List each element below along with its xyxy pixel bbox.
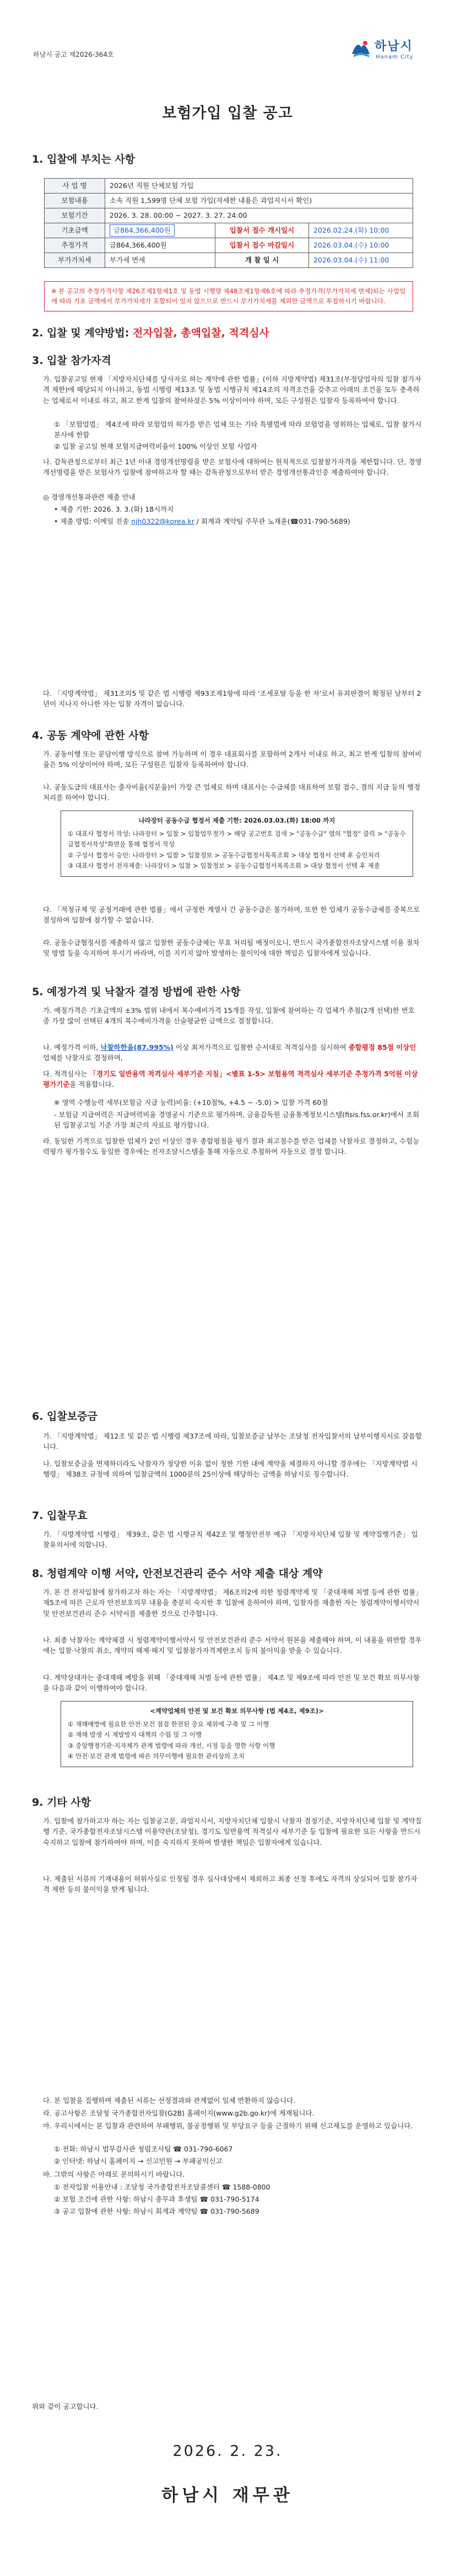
contact-2: ② 보험 조건에 관한 사항: 하남시 총무과 후생팀 ☎ 031-790-5174 [54, 2195, 259, 2203]
notice-header [33, 33, 422, 66]
announcement-date: 2026. 2. 23. [172, 2443, 283, 2460]
s5-da-end: 을 적용합니다. [69, 1080, 114, 1089]
bid-close-label: 입찰서 접수 마감일시 [215, 238, 309, 253]
s4-item-ga: 가. 공동이행 또는 분담이행 방식으로 참여 가능하며 이 경우 대표회사를 포함하여 2개사 이내로 하고, 최고 한게 입찰의 참여비율은 5% 이상이어야 하며, 모든 구성원은 입찰자 등록하여야 합니다. [43, 750, 422, 769]
consortium-box-title: 나라장터 공동수급 협정서 제출 기한: 2026.03.03.(화) 18:00 까지 [138, 817, 335, 824]
section-9-heading: 9. 기타 사항 [32, 1796, 91, 1808]
page-title: 보험가입 입찰 공고 [162, 105, 293, 122]
section-4-heading: 4. 공동 계약에 관한 사항 [32, 729, 149, 742]
row-value: 2026. 3. 28. 00:00 ~ 2027. 3. 27. 24:00 [105, 208, 413, 223]
s5-item-ga: 가. 예정가격은 기초금액의 ±3% 범위 내에서 복수예비가격 15개를 작성, 입찰에 참여하는 각 업체가 추첨(2개 선택)한 번호 중 가장 많이 선택된 4개의 복수예비가격을 산술평균한 금액으로 결정합니다. [43, 1006, 415, 1026]
s3-condition-2: ② 입찰 공고일 현재 보험지급여력비율이 100% 이상인 보험 사업자 [54, 442, 257, 450]
s3-deadline: • 제출 기한: 2026. 3. 3.(화) 18시까지 [54, 505, 174, 513]
s5-item-na [43, 1042, 423, 1064]
consortium-step-3: ③ 대표사 협정서 전자제출: 나라장터 > 입찰 > 입찰정보 > 공동수급협정서목록조회 > 대상 협정서 선택 후 제출 [68, 862, 380, 870]
logo-name-korean: 하남시 [375, 40, 413, 53]
contact-email-link[interactable]: njh0322@korea.kr [131, 517, 194, 525]
bid-open-value: 2026.02.24.(화) 10:00 [309, 223, 413, 238]
estimated-price-value: 금864,366,400원 [105, 238, 215, 253]
hanam-logo-mark-icon [350, 37, 371, 60]
s3-bullet: ◎ 경영개선통과관련 제출 안내 [43, 493, 136, 501]
section-8-heading: 8. 청렴계약 이행 서약, 안전보건관리 준수 서약 제출 대상 계약 [32, 1568, 323, 1580]
s9-item-na: 나. 제출된 서류의 기재내용이 허위사실로 인정될 경우 심사대상에서 제외하고 최종 선정 후에도 자격의 상실되어 입찰 참가자격 제한 등의 불이익을 받게 됩니다. [43, 1875, 418, 1894]
other-item-da: 다. 본 입찰을 집행하며 제출된 서류는 선정결과와 관계없이 일체 반환하지 않습니다. [43, 2096, 296, 2105]
s4-item-da: 다. 「적정규제 및 공정거래에 관한 법률」에서 규정한 계열사 간 공동수급은 불가하며, 또한 한 업체가 공동수급체를 중복으로 결성하여 입찰에 참가할 수 없습니다. [43, 905, 420, 925]
s8-item-na: 나. 최종 낙찰자는 계약체결 시 청렴계약이행서약서 및 안전보건관리 준수 서약서 원본을 제출해야 하며, 이 내용을 위반할 경우에는 입찰·낙찰의 취소, 계약의 해제·해지 및 입찰참가자격제한조치 등의 불이익을 받을 수 있습니다. [43, 1636, 422, 1655]
vat-label: 부가가치세 [45, 253, 105, 268]
s5-na-pre: 나. 예정가격 이하, [43, 1043, 99, 1051]
table-row [45, 208, 413, 223]
section-2-heading [32, 325, 269, 341]
s8-item-da: 다. 계약상대자는 중대재해 예방을 위해 「중대재해 처벌 등에 관한 법률」 제4조 및 제9조에 따라 안전 및 보건 확보 의무사항을 다음과 같이 이행하여야 합니다. [43, 1673, 420, 1693]
issuing-authority: 하남시 재무관 [161, 2486, 294, 2505]
bid-close-value: 2026.03.04.(수) 10:00 [309, 238, 413, 253]
s3-item-na: 나. 감독관청으로부터 최근 1년 이내 경영개선명령을 받은 보험사에 대하여는 원칙적으로 입찰참가자격을 제한합니다. 단, 경영개선명령을 받은 보험사가 입찰에 참여하고자 할 때는 감독관청으로부터 받은 경영개선통과인증 제출하여야 합니다. [43, 458, 422, 477]
consortium-step-1: ① 대표사 협정서 작성: 나라장터 > 입찰 > 입찰업무정가 > 해당 공고번호 검색 > "공동수급" 열의 "협정" 클릭 > "공동수급협정서작성"화면을 통해 협정서 작성 [68, 829, 406, 849]
s3-condition-1: ① 「보험업법」 제4조에 따라 보험업의 허가를 받은 업체 또는 기타 특별법에 따라 보험업을 영위하는 업체로, 입찰 참가시 본사에 한함 [54, 420, 422, 439]
contact-1: ① 전자입찰 이용안내 : 조달청 국가종합전자조달콜센터 ☎ 1588-0800 [54, 2183, 270, 2191]
consortium-step-2: ② 구성사 협정서 승인: 나라장터 > 입찰 > 입찰정보 > 공동수급협정서목록조회 > 대상 협정서 선택 후 승인처리 [68, 851, 380, 859]
vat-warning-box: ※ 본 공고의 추정가격사항 제26조제1항제1호 및 동법 시행령 제48조제1항제6호에 따라 추정가격(부가가치세 면제)되는 사업임에 따라 기초 금액에서 부가가치세가 포함되어 있지 않으므로 반드시 부가가치세를 제외한 금액으로 투찰하시기 바랍니다. [44, 281, 413, 312]
estimated-price-label: 추정가격 [45, 238, 105, 253]
table-row [45, 253, 413, 268]
table-row [45, 179, 413, 194]
section-2-label: 2. 입찰 및 계약방법: [32, 327, 129, 339]
opening-value: 2026.03.04.(수) 11:00 [309, 253, 413, 268]
s3-item-da: 다. 「지방계약법」 제31조의5 및 같은 법 시행령 제93조제1항에 따라 '조세포탈 등을 한 자'로서 유죄판결이 확정된 날부터 2년이 지나지 아니한 자는 입찰 자격이 없습니다. [43, 689, 421, 709]
row-label: 사 업 명 [45, 179, 105, 194]
row-value: 2026년 직원 단체보험 가입 [105, 179, 413, 194]
section-2-value: 전자입찰, 총액입찰, 적격심사 [132, 327, 269, 339]
s5-na-mid: 이상 최저가격으로 입찰한 순서대로 적격심사를 실시하여 [175, 1043, 346, 1051]
other-item-ba: 바. 그밖의 사항은 아래로 문의하시기 바랍니다. [43, 2170, 185, 2178]
row-label: 보험내용 [45, 194, 105, 208]
s7-item-ga: 가. 「지방계약법 시행령」 제39조, 같은 법 시행규칙 제42조 및 행정안전부 예규 「지방자치단체 입찰 및 계약집행기준」 입찰유의서에 의합니다. [43, 1530, 418, 1549]
base-price-value: 금864,366,400원 [110, 224, 175, 236]
evaluation-criteria: 「경기도 일반용역 적격심사 세부기준 지침」<별표 1-5> 보험용역 적격심사 세부기준 추정가격 5억원 이상 평가기준 [43, 1070, 418, 1089]
other-item-ra: 라. 공고사항은 조달청 국가종합전자입찰(G2B) 홈페이지(www.g2b.go.kr)에 게재됩니다. [43, 2109, 315, 2117]
contact-3: ③ 공고 입찰에 관한 사항: 하남시 회계과 계약팀 ☎ 031-790-5689 [54, 2207, 259, 2215]
s5-note-2: - 보험금 지급여력은 지급여력비율 경영공시 기준으로 평가하며, 금융감독원 금융통계정보시스템(fisis.fss.or.kr)에서 조회된 입찰공고일 기준 가장 최근의 자료로 평가합니다. [54, 1110, 420, 1130]
section-6-heading: 6. 입찰보증금 [32, 1410, 98, 1423]
overall-score: 종합평점 85점 이상인 [348, 1043, 416, 1051]
s4-item-ra: 라. 공동수급협정서를 제출하지 않고 입찰한 공동수급체는 무효 처리될 예정이오니, 반드시 국가종합전자조달시스템 이용 절차 및 방법 등을 숙지하여 투시기 바라며, 이를 지키지 않아 발생하는 불이익에 대한 책임은 입찰자에게 있습니다. [43, 938, 420, 958]
s3-item-ga: 가. 입찰공고일 현재 「지방자치단체를 당사자로 하는 계약에 관한 법률」(이하 지방계약법) 제31조(부정당업자의 입찰 참가자격 제한)에 해당되지 아니하고, 동법 시행령 제13조 및 동법 시행규칙 제14조의 자격조건을 갖추고 아래의 조건을 모두 충족하는 업체로서 이내로 하고, 최고 한게 입찰의 참여하셨은 5% 이상이어야 하며, 모든 구성원은 입찰자 등록하여야 합니다. [43, 375, 421, 405]
s5-item-da [43, 1069, 423, 1090]
safety-item-2: ② 재해 발생 시 재발방지 대책의 수립 및 그 이행 [68, 1731, 202, 1739]
closing-statement: 위와 같이 공고합니다. [32, 2402, 99, 2411]
bid-info-table [44, 178, 413, 268]
s9-item-ga: 가. 입찰에 참가하고자 하는 자는 입찰공고문, 과업지시서, 지방자치단체 입찰시 낙찰자 결정기준, 지방자치단체 입찰 및 계약집행 기준, 국가종합전자조달시스템 이용약관(조달청), 경기도 일반용역 적격심사 세부기준 등 입찰에 필요한 모든 사항을 반드시 숙지하고 입찰에 참가하여야 하며, 이를 숙지하지 못하여 발생한 책임은 입찰자에게 있습니다. [43, 1817, 422, 1847]
safety-box-title: <계약업체의 안전 및 보건 확보 의무사항 (법 제4조, 제9조)> [150, 1707, 324, 1715]
safety-item-1: ① 재해예방에 필요한 안전·보건 점검 한전된 중요 제위에 구축 및 그 이행 [68, 1720, 269, 1728]
row-value: 소속 직원 1,599명 단체 보험 가입(자세한 내용은 과업지시서 확인) [105, 194, 413, 208]
s4-item-na: 나. 공동도급의 대표사는 출자비율(지분율)이 가장 큰 업체로 하며 대표사는 수급체를 대표하여 보험 접수, 결의 지급 등의 행정 처리를 하여야 합니다. [43, 783, 421, 802]
safety-item-4: ④ 안전·보건 관계 법령에 따른 의무이행에 필요한 관리상의 조치 [68, 1752, 245, 1761]
section-5-heading: 5. 예정가격 및 낙찰자 결정 방법에 관한 사항 [32, 986, 241, 998]
logo-name-english: Hanam City [376, 54, 414, 60]
row-label: 보험기간 [45, 208, 105, 223]
bid-open-label: 입찰서 접수 개시일시 [215, 223, 309, 238]
s3-method-label: • 제출 방법: 이메일 진송 [54, 517, 129, 525]
lower-limit-rate: 낙찰하한율(87.995%) [100, 1043, 174, 1051]
safety-item-3: ③ 중앙행정기관·지자체가 관계 법령에 따라 개선, 시정 등을 명한 사항 이행 [68, 1741, 275, 1749]
section-7-heading: 7. 입찰무효 [32, 1510, 88, 1522]
s6-item-ga: 가. 「지방계약법」 제12조 및 같은 법 시행령 제37조에 따라, 입찰보증금 납부는 조달청 전자입찰서의 납부이행지서로 갈음합니다. [43, 1432, 422, 1451]
notice-number: 하남시 공고 제2026-364호 [33, 51, 114, 58]
consortium-deadline-box [61, 811, 413, 877]
section-1-heading: 1. 입찰에 부치는 사항 [32, 153, 136, 165]
s5-note: ※ 영역 수행능력 세부(보험금 지급 능력)비율: (+10점%, +4.5 ~ -5.0) > 입찰 가격 60점 [54, 1098, 328, 1107]
report-phone: ① 전화: 하남시 법무감사관 청렴조사팀 ☎ 031-790-6067 [54, 2145, 233, 2153]
s3-method [54, 516, 423, 527]
s5-na-end: 업체를 낙찰자로 결정하며, [43, 1054, 123, 1062]
opening-label: 개 찰 일 시 [215, 253, 309, 268]
s5-item-ra: 라. 동일한 가격으로 입찰한 업체가 2인 이상인 경우 종합평점을 평가 결과 최고점수를 받은 업체를 낙찰자로 결정하고, 수험능력평가 평가점수도 동일한 경우에는 전자조달시스템을 통해 자동으로 추첨하여 자동으로 결정 합니다. [43, 1137, 420, 1156]
table-row [45, 194, 413, 208]
safety-obligations-box [61, 1701, 413, 1767]
hanam-city-logo [350, 36, 422, 63]
report-internet: ② 인터넷: 하남시 홈페이지 → 신고민원 → 부패공익신고 [54, 2157, 223, 2165]
table-row [45, 223, 413, 238]
table-row [45, 238, 413, 253]
section-3-heading: 3. 입찰 참가자격 [32, 355, 111, 367]
s5-da-pre: 다. 적격심사는 [43, 1070, 88, 1078]
s6-item-na: 나. 입찰보증금을 면제하더라도 낙찰자가 정당한 이유 없이 정한 기한 내에 계약을 체결하지 아니할 경우에는 「지방계약법 시행령」 제38조 규정에 의하여 입찰금액의 1000분의 25이상에 해당하는 금액을 하남시로 징수합니다. [43, 1459, 418, 1479]
vat-value: 부가세 면세 [105, 253, 215, 268]
s3-method-contact: / 회계과 계약팀 주무관 노재훈(☎031-790-5689) [196, 517, 350, 525]
s8-item-ga: 가. 본 건 전자입찰에 참가하고자 하는 자는 「지방계약법」 제6조의2에 의한 청렴계약제 및 「중대재해 처벌 등에 관한 법률」 제5조에 따른 근로자 안전보호의무 내용을 충분히 숙지한 후 입찰에 응하여야 하며, 입찰자를 제출한 자는 청렴계약이행서약서 및 안전보건관리 준수 서약서를 제출한 것으로 간주합니다. [43, 1588, 422, 1618]
base-price-label: 기초금액 [45, 223, 105, 238]
other-item-ma: 마. 우리시에서는 본 입찰과 관련하여 부패행위, 불공정행위 및 부당요구 등을 근절하기 위해 신고제도를 운영하고 있습니다. [43, 2122, 413, 2130]
